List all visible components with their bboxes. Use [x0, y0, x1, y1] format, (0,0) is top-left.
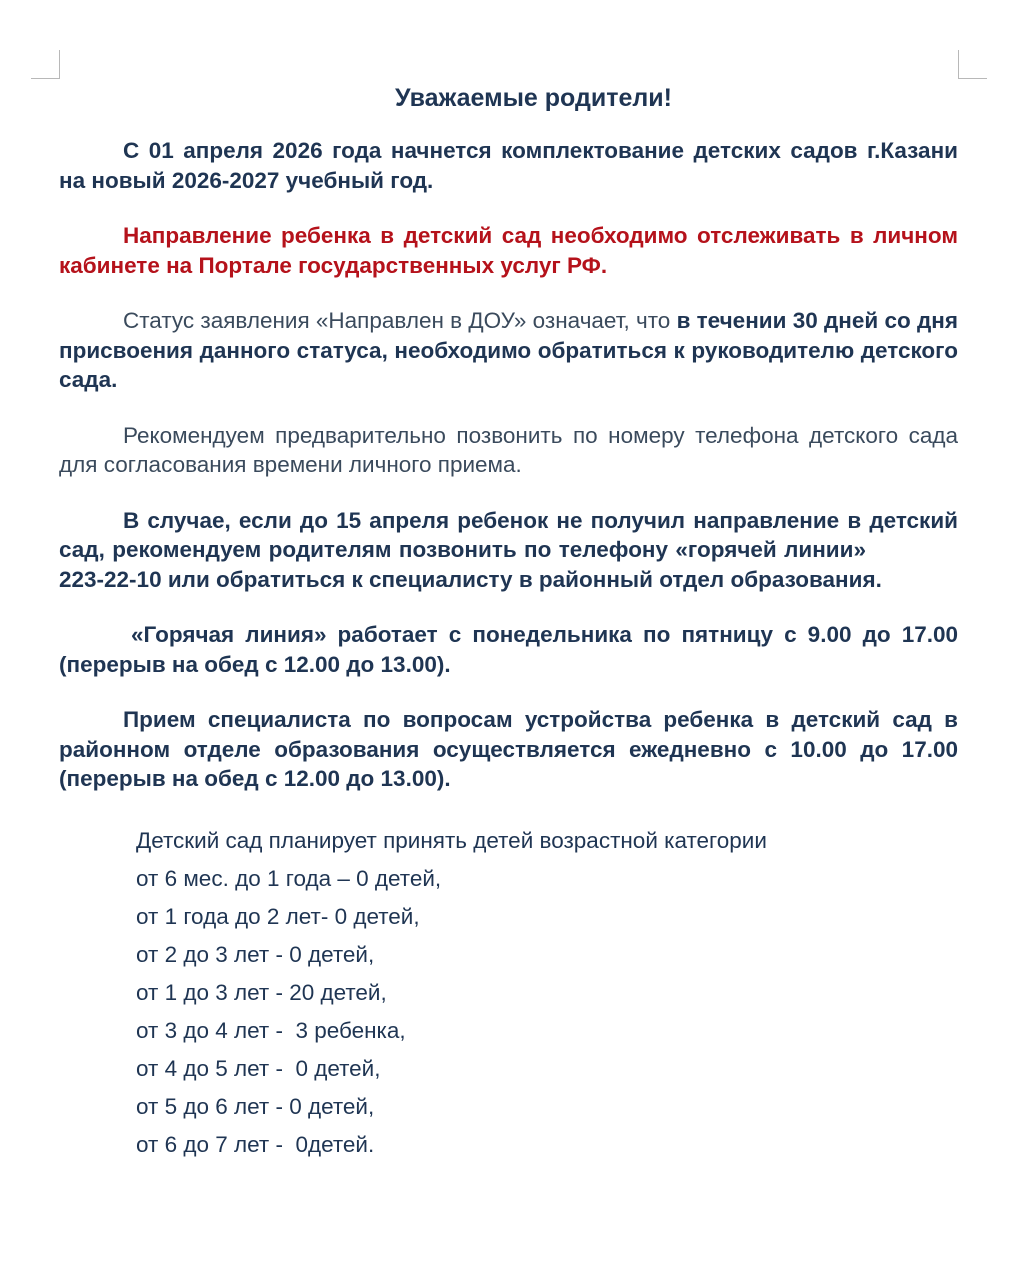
- paragraph-call-recommendation: Рекомендуем предварительно позвонить по номеру телефона детского сада для согласования времени личного приема.: [59, 422, 958, 477]
- page-corner-mark-left: [31, 50, 60, 79]
- status-info-regular-text: Статус заявления «Направлен в ДОУ» означает, что: [123, 308, 677, 333]
- paragraph-specialist-hours: Прием специалиста по вопросам устройства ребенка в детский сад в районном отделе образования осуществляется ежедневно с 10.00 до 17.00 (перерыв на обед с 12.00 до 13.00).: [59, 707, 958, 791]
- status-info-bold-text: в течении 30 дней со дня присвоения данного статуса, необходимо обратиться к руководителю детского сада.: [59, 308, 958, 392]
- age-list-item: от 1 до 3 лет - 20 детей,: [136, 979, 387, 1005]
- paragraph-track-referral: Направление ребенка в детский сад необходимо отслеживать в личном кабинете на Портале государственных услуг РФ.: [59, 223, 958, 278]
- hotline-case-text-end: 223-22-10 или обратиться к специалисту в районный отдел образования.: [59, 566, 882, 592]
- page-corner-mark-right: [958, 50, 987, 79]
- paragraph-hotline-hours: «Горячая линия» работает с понедельника по пятницу с 9.00 до 17.00 (перерыв на обед с 12.00 до 13.00).: [59, 622, 958, 677]
- age-list-heading: Детский сад планирует принять детей возрастной категории: [136, 827, 767, 853]
- hotline-case-text-start: В случае, если до 15 апреля ребенок не получил направление в детский сад, рекомендуем родителям позвонить по телефону «горячей линии»: [59, 507, 958, 562]
- age-category-list: [59, 822, 958, 1164]
- age-list-item: от 2 до 3 лет - 0 детей,: [136, 941, 375, 967]
- age-list-item: от 6 мес. до 1 года – 0 детей,: [136, 865, 442, 891]
- document-page: [59, 78, 958, 1164]
- age-list-item: от 4 до 5 лет - 0 детей,: [136, 1055, 381, 1081]
- paragraph-enrollment-start: С 01 апреля 2026 года начнется комплектование детских садов г.Казани на новый 2026-2027 учебный год.: [59, 138, 958, 193]
- page-title: Уважаемые родители!: [395, 84, 672, 112]
- age-list-item: от 5 до 6 лет - 0 детей,: [136, 1093, 375, 1119]
- age-list-item: от 3 до 4 лет - 3 ребенка,: [136, 1017, 406, 1043]
- paragraph-hotline-case: [59, 506, 958, 595]
- paragraph-status-info: [59, 306, 958, 395]
- age-list-item: от 6 до 7 лет - 0детей.: [136, 1131, 375, 1157]
- age-list-item: от 1 года до 2 лет- 0 детей,: [136, 903, 420, 929]
